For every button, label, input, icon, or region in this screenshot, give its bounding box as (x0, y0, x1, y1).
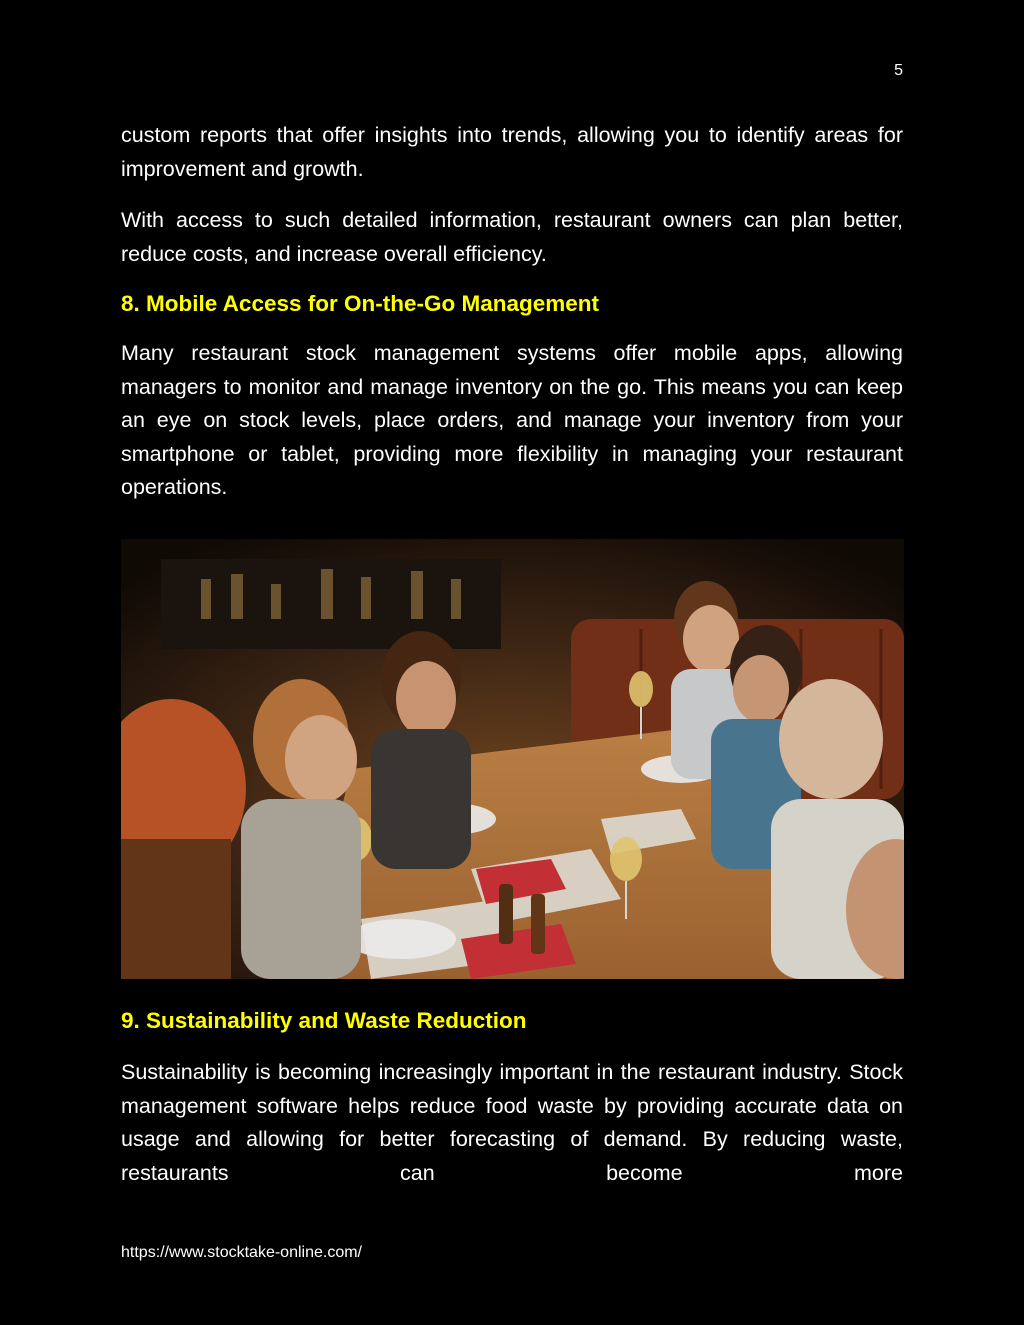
paragraph-detailed-information: With access to such detailed information, restaurant owners can plan better, reduce costs, and increase overall efficiency. (121, 208, 903, 266)
document-body-continued (121, 1006, 903, 1190)
restaurant-dinner-photo (121, 539, 904, 979)
paragraph-custom-reports: custom reports that offer insights into trends, allowing you to identify areas for improvement and growth. (121, 123, 903, 181)
paragraph-mobile-apps: Many restaurant stock management systems offer mobile apps, allowing managers to monitor and manage inventory on the go. This means you can keep an eye on stock levels, place orders, and manage your inventory from your smartphone or tablet, providing more flexibility in managing your restaurant operations. (121, 341, 903, 499)
paragraph-sustainability: Sustainability is becoming increasingly important in the restaurant industry. Stock management software helps reduce food waste by providing accurate data on usage and allowing for better forecasting of demand. By reducing waste, restaurants can become more (121, 1060, 903, 1185)
page-number: 5 (894, 62, 903, 79)
heading-sustainability: 9. Sustainability and Waste Reduction (121, 1008, 527, 1033)
footer-url-link[interactable]: https://www.stocktake-online.com/ (121, 1244, 362, 1261)
heading-mobile-access: 8. Mobile Access for On-the-Go Management (121, 291, 599, 316)
document-body (121, 119, 903, 505)
